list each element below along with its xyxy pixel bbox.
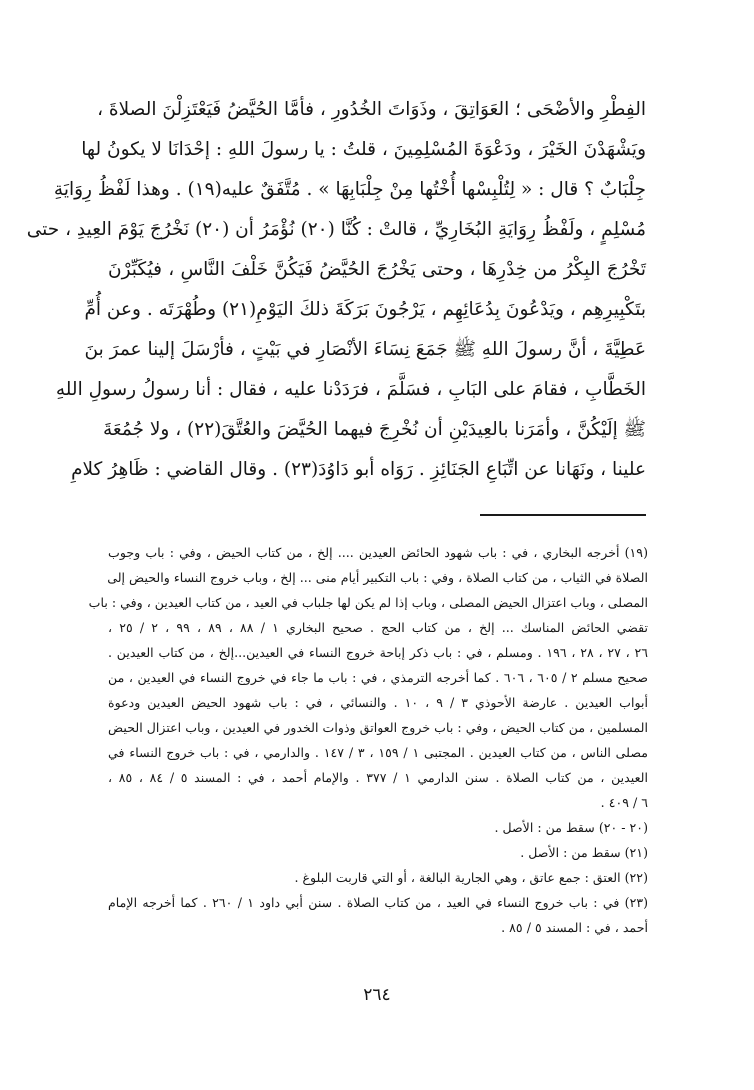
main-text-line: ﷺ إلَيْكُنَّ ، وأمَرَنا بالعِيدَيْنِ أن نُخْرِجَ فيهما الحُيَّضَ والعُتَّقَ(٢٢) ، ولا جُمُعَةَ	[102, 419, 646, 440]
main-text-block	[26, 90, 646, 490]
footnote-line: (١٩) أخرجه البخاري ، في : باب شهود الحائض العيدين .... إلخ ، من كتاب الحيض ، وفي : باب وجوب	[108, 545, 648, 560]
footnote-line: مصلى الناس ، من كتاب العيدين . المجتبى ١ / ١٥٩ ، ٣ / ١٤٧ . والدارمي ، في : باب خروج النساء في	[108, 745, 649, 760]
footnote-line: العيدين ، من كتاب الصلاة . سنن الدارمي ١ / ٣٧٧ . والإمام أحمد ، في : المسند ٥ / ٨٤ ، ٨٥ ،	[108, 770, 648, 785]
main-text-line: بتَكْبِيرِهِم ، ويَدْعُونَ بِدُعَائِهِم ، يَرْجُونَ بَرَكَةَ ذلكَ اليَوْمِ(٢١) وطُهْرَتَه . وعن أُمِّ	[84, 299, 646, 320]
footnote-line: (٢٣) في : باب خروج النساء في العيد ، من كتاب الصلاة . سنن أبي داود ١ / ٢٦٠ . كما أخرجه الإمام	[108, 895, 649, 910]
footnote-line: تقضي الحائض المناسك ... إلخ ، من كتاب الحج . صحيح البخاري ١ / ٨٨ ، ٨٩ ، ٩٩ ، ٢ / ٢٥ ،	[108, 620, 649, 635]
main-text-line: الفِطْرِ والأضْحَى ؛ العَوَاتِقَ ، وذَوَاتَ الخُدُورِ ، فأمَّا الحُيَّضُ فَيَعْتَزِلْنَ الصلاةَ ،	[97, 99, 646, 120]
main-text-line: جِلْبَابٌ ؟ قال : « لِتُلْبِسْها أُخْتُها مِنْ جِلْبَابِهَا » . مُتَّفَقٌ عليه(١٩) . وهذا لَفْظُ رِوَايَةِ	[53, 179, 646, 200]
footnote-line: ٦ / ٤٠٩ .	[600, 795, 648, 810]
footnote-line: (٢٠ - ٢٠) سقط من : الأصل .	[494, 820, 648, 835]
page-number: ٢٦٤	[363, 985, 391, 1005]
main-text-line: مُسْلِمٍ ، ولَفْظُ رِوَايَةِ البُخَارِيِّ ، قالتْ : كُنَّا (٢٠) نُؤْمَرُ أن (٢٠) نَخْرُجَ يَوْمَ العِيدِ ، حتى	[26, 219, 646, 240]
footnote-line: ٢٦ ، ٢٧ ، ٢٨ ، ١٩٦ . ومسلم ، في : باب ذكر إباحة خروج النساء في العيدين...إلخ ، من كتاب العيدين .	[108, 645, 648, 660]
footnote-line: صحيح مسلم ٢ / ٦٠٥ ، ٦٠٦ . كما أخرجه الترمذي ، في : باب ما جاء في خروج النساء في العيدين ، من	[108, 670, 649, 685]
footnote-line: أبواب العيدين . عارضة الأحوذي ٣ / ٩ ، ١٠ . والنسائي ، في : باب شهود الحيض العيدين ودعوة	[108, 695, 648, 710]
footnote-line: الصلاة في الثياب ، من كتاب الصلاة ، وفي : باب التكبير أيام منى ... إلخ ، وباب خروج النساء والحيض إلى	[107, 570, 648, 585]
footnote-line: المصلى ، وباب اعتزال الحيض المصلى ، وباب إذا لم يكن لها جلباب في العيد ، من كتاب العيدين ، وفي : باب	[88, 595, 648, 610]
footnote-line: (٢٢) العتق : جمع عاتق ، وهي الجارية البالغة ، أو التي قاربت البلوغ .	[294, 870, 648, 885]
main-text-line: تَخْرُجَ البِكْرُ من خِدْرِهَا ، وحتى يَخْرُجَ الحُيَّضُ فَيَكُنَّ خَلْفَ النَّاسِ ، فيُكَبِّرْنَ	[108, 259, 646, 280]
main-text-line: علينا ، ونَهَانا عن اتِّبَاعِ الجَنَائِزِ . رَوَاه أبو دَاوُدَ(٢٣) . وقال القاضي : ظَاهِرُ كلامِ	[71, 459, 646, 480]
main-text-line: الخَطَّابِ ، فقامَ على البَابِ ، فسَلَّمَ ، فرَدَدْنا عليه ، فقال : أنا رسولُ رسولِ اللهِ	[55, 379, 646, 400]
footnote-line: (٢١) سقط من : الأصل .	[520, 845, 648, 860]
footnote-line: المسلمين ، من كتاب الحيض ، وفي : باب خروج العواتق وذوات الخدور في العيدين ، وباب اعتزال الحيض	[108, 720, 648, 735]
footnote-divider	[480, 514, 646, 516]
main-text-line: ويَشْهَدْنَ الخَيْرَ ، ودَعْوَةَ المُسْلِمِينَ ، قلتُ : يا رسولَ اللهِ : إحْدَانَا لا يكونُ لها	[81, 139, 646, 160]
footnotes-block	[88, 540, 649, 940]
footnote-line: أحمد ، في : المسند ٥ / ٨٥ .	[501, 920, 648, 935]
main-text-line: عَطِيَّةَ ، أنَّ رسولَ اللهِ ﷺ جَمَعَ نِسَاءَ الأنْصَارِ في بَيْتٍ ، فأرْسَلَ إلينا عمرَ بنَ	[84, 339, 646, 360]
